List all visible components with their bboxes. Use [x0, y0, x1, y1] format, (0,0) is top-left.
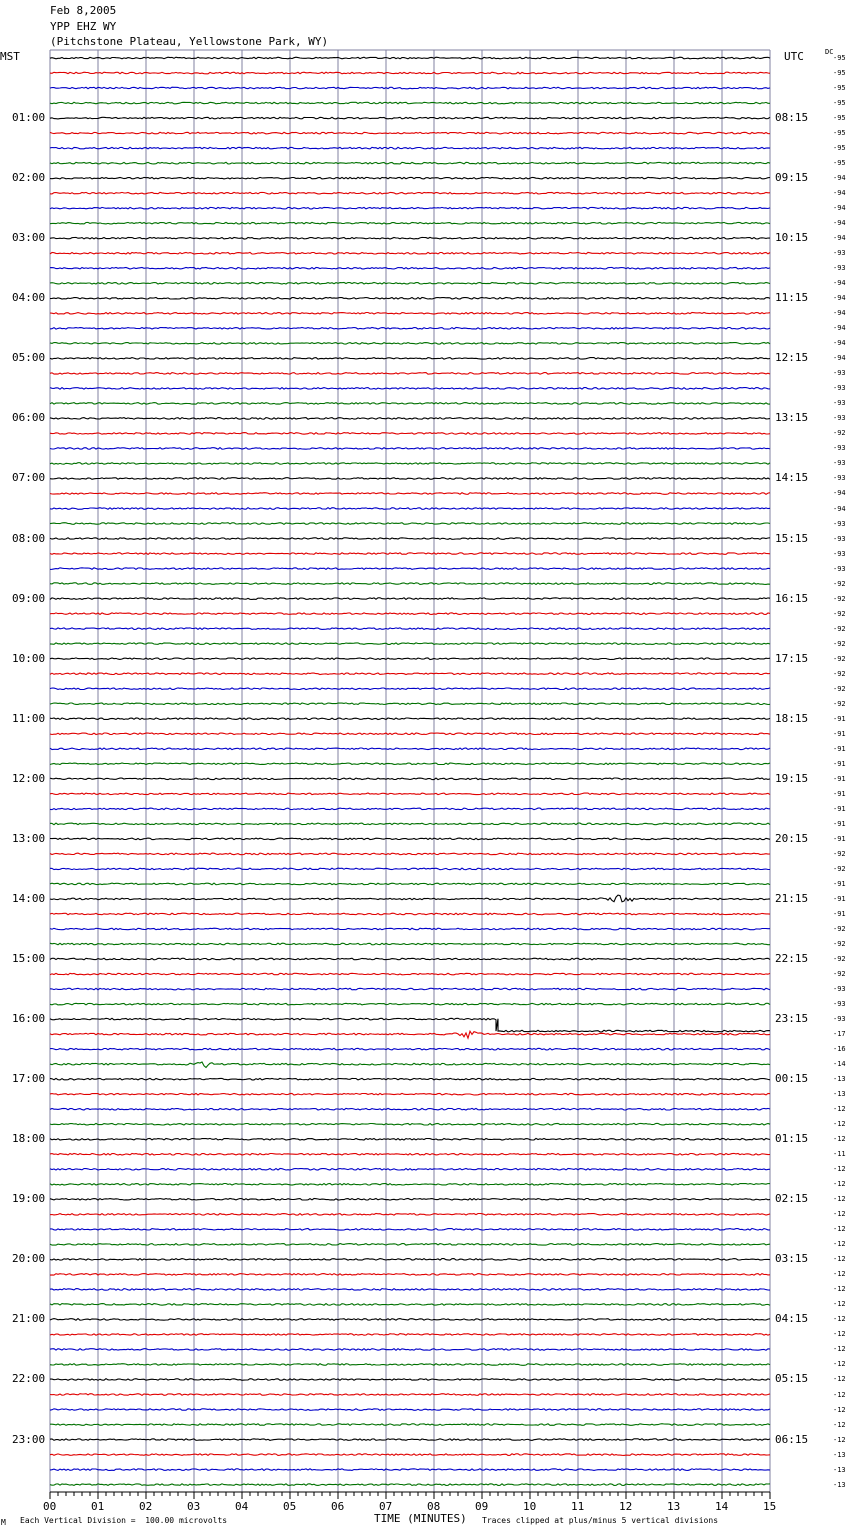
mst-hour-label: 04:00 [12, 291, 46, 305]
mst-hour-label: 03:00 [12, 231, 46, 245]
dc-offset-label: -95 [833, 99, 846, 108]
trace-line [50, 343, 770, 345]
dc-offset-label: -92 [833, 429, 846, 438]
dc-offset-label: -94 [833, 324, 846, 333]
dc-offset-label: -91 [833, 759, 846, 768]
trace-line [50, 1484, 770, 1486]
mst-hour-label: 12:00 [12, 771, 46, 785]
trace-line [50, 87, 770, 89]
mst-hour-label: 21:00 [12, 1312, 46, 1326]
trace-line [50, 583, 770, 585]
dc-offset-label: -12 [833, 1195, 846, 1204]
dc-offset-label: -12 [833, 1105, 846, 1114]
dc-offset-label: -91 [833, 819, 846, 828]
dc-offset-label: -12 [833, 1375, 846, 1384]
utc-hour-label: 09:15 [775, 171, 809, 185]
dc-offset-label: -94 [833, 234, 846, 243]
trace-line [50, 553, 770, 555]
dc-offset-label: -91 [833, 744, 846, 753]
dc-offset-label: -92 [833, 849, 846, 858]
trace-line [50, 358, 770, 360]
dc-offset-label: -93 [833, 985, 846, 994]
trace-line [50, 1031, 770, 1038]
trace-line [50, 508, 770, 510]
dc-offset-label: -12 [833, 1210, 846, 1219]
dc-offset-label: -95 [833, 159, 846, 168]
trace-line [50, 1108, 770, 1110]
x-tick-label: 07 [379, 1500, 393, 1513]
dc-offset-label: -94 [833, 219, 846, 228]
dc-offset-label: -93 [833, 474, 846, 483]
dc-offset-label: -92 [833, 940, 846, 948]
trace-line [50, 1454, 770, 1456]
trace-line [50, 373, 770, 375]
dc-offset-label: -12 [833, 1255, 846, 1264]
dc-offset-label: -12 [833, 1435, 846, 1444]
trace-line [50, 658, 770, 660]
trace-line [50, 1078, 770, 1080]
dc-offset-label: -91 [833, 729, 846, 738]
dc-offset-label: -95 [833, 114, 846, 123]
trace-line [50, 1093, 770, 1095]
clip-note: Traces clipped at plus/minus 5 vertical divisions [482, 1516, 719, 1525]
dc-offset-label: -14 [833, 1060, 846, 1069]
dc-offset-label: -95 [833, 144, 846, 153]
dc-offset-label: -91 [833, 774, 846, 783]
dc-offset-label: -92 [833, 654, 846, 663]
trace-line [50, 207, 770, 209]
trace-line [50, 973, 770, 975]
dc-offset-label: -12 [833, 1360, 846, 1369]
dc-offset-label: -12 [833, 1270, 846, 1279]
mst-hour-label: 13:00 [12, 831, 46, 845]
trace-line [50, 117, 770, 119]
utc-hour-label: 18:15 [775, 711, 809, 725]
mst-hour-label: 18:00 [12, 1132, 46, 1146]
dc-offset-label: -93 [833, 384, 846, 393]
dc-offset-label: -93 [833, 264, 846, 273]
dc-offset-label: -93 [833, 369, 846, 378]
dc-offset-label: -92 [833, 970, 846, 979]
trace-line [50, 1018, 770, 1032]
utc-hour-label: 19:15 [775, 771, 809, 785]
mst-hour-label: 06:00 [12, 411, 46, 425]
trace-line [50, 643, 770, 645]
trace-line [50, 673, 770, 675]
dc-offset-label: -91 [833, 909, 846, 918]
trace-line [50, 883, 770, 885]
dc-offset-label: -93 [833, 444, 846, 453]
dc-offset-label: -95 [833, 69, 846, 78]
trace-line [50, 162, 770, 164]
trace-line [50, 1304, 770, 1306]
x-tick-label: 09 [475, 1500, 489, 1513]
trace-line [50, 478, 770, 480]
trace-line [50, 895, 770, 902]
trace-line [50, 1048, 770, 1050]
trace-line [50, 1364, 770, 1366]
mst-hour-label: 14:00 [12, 891, 46, 905]
dc-offset-label: -12 [833, 1240, 846, 1249]
x-tick-label: 00 [43, 1500, 57, 1513]
dc-offset-label: -91 [833, 804, 846, 813]
trace-line [50, 57, 770, 59]
utc-hour-label: 14:15 [775, 471, 809, 485]
trace-line [50, 222, 770, 224]
x-tick-label: 14 [715, 1500, 729, 1513]
dc-offset-label: -92 [833, 684, 846, 693]
dc-offset-label: -13 [833, 1465, 846, 1474]
trace-line [50, 778, 770, 780]
x-tick-label: 02 [139, 1500, 153, 1513]
mst-hour-label: 02:00 [12, 171, 46, 185]
dc-offset-label: -12 [833, 1390, 846, 1399]
trace-line [50, 1439, 770, 1441]
dc-offset-label: -91 [833, 834, 846, 843]
dc-offset-label: -11 [833, 1150, 846, 1159]
dc-offset-label: -12 [833, 1405, 846, 1414]
utc-hour-label: 04:15 [775, 1312, 809, 1326]
dc-axis-title: DC [825, 48, 834, 56]
mst-hour-label: 11:00 [12, 711, 46, 725]
mst-hour-label: 20:00 [12, 1252, 46, 1266]
trace-line [50, 1153, 770, 1155]
dc-offset-label: -93 [833, 549, 846, 558]
trace-line [50, 598, 770, 600]
trace-line [50, 493, 770, 495]
trace-line [50, 1349, 770, 1351]
dc-offset-label: -92 [833, 639, 846, 648]
dc-offset-label: -92 [833, 624, 846, 633]
dc-offset-label: -12 [833, 1300, 846, 1309]
trace-line [50, 418, 770, 420]
trace-line [50, 1003, 770, 1005]
trace-line [50, 763, 770, 765]
scale-note: Each Vertical Division = 100.00 microvolts [20, 1516, 228, 1525]
dc-offset-label: -92 [833, 955, 846, 964]
utc-hour-label: 05:15 [775, 1372, 809, 1386]
trace-line [50, 538, 770, 540]
trace-line [50, 403, 770, 405]
x-axis-title: TIME (MINUTES) [374, 1512, 467, 1525]
x-tick-label: 05 [283, 1500, 297, 1513]
utc-axis-title: UTC [784, 50, 804, 63]
dc-offset-label: -13 [833, 1450, 846, 1459]
utc-hour-label: 13:15 [775, 411, 809, 425]
trace-line [50, 703, 770, 705]
dc-offset-label: -12 [833, 1180, 846, 1189]
dc-offset-label: -94 [833, 279, 846, 288]
dc-offset-label: -94 [833, 489, 846, 498]
utc-hour-label: 08:15 [775, 111, 809, 125]
utc-hour-label: 22:15 [775, 952, 809, 966]
utc-hour-label: 16:15 [775, 591, 809, 605]
trace-line [50, 1199, 770, 1201]
dc-offset-label: -12 [833, 1330, 846, 1339]
dc-offset-label: -12 [833, 1165, 846, 1174]
dc-offset-label: -94 [833, 339, 846, 348]
trace-line [50, 1394, 770, 1396]
mst-axis-title: MST [0, 50, 20, 63]
x-tick-label: 04 [235, 1500, 249, 1513]
dc-offset-label: -93 [833, 459, 846, 468]
trace-line [50, 733, 770, 735]
trace-line [50, 808, 770, 810]
trace-line [50, 1244, 770, 1246]
dc-offset-label: -92 [833, 924, 846, 933]
dc-offset-label: -94 [833, 189, 846, 198]
dc-offset-label: -16 [833, 1045, 846, 1054]
x-tick-label: 15 [763, 1500, 777, 1513]
utc-hour-label: 02:15 [775, 1192, 809, 1206]
trace-line [50, 1274, 770, 1276]
dc-offset-label: -12 [833, 1345, 846, 1354]
mst-hour-label: 05:00 [12, 351, 46, 365]
dc-offset-label: -92 [833, 594, 846, 603]
dc-offset-label: -92 [833, 699, 846, 708]
mst-hour-label: 07:00 [12, 471, 46, 485]
dc-offset-label: -93 [833, 519, 846, 528]
trace-line [50, 943, 770, 945]
trace-line [50, 1259, 770, 1261]
dc-offset-label: -95 [833, 84, 846, 93]
trace-line [50, 793, 770, 795]
dc-offset-label: -94 [833, 204, 846, 213]
x-tick-label: 06 [331, 1500, 345, 1513]
trace-line [50, 283, 770, 285]
dc-offset-label: -12 [833, 1315, 846, 1324]
mst-hour-label: 23:00 [12, 1432, 46, 1446]
trace-line [50, 1469, 770, 1471]
dc-offset-label: -91 [833, 879, 846, 888]
dc-offset-label: -12 [833, 1135, 846, 1144]
utc-hour-label: 06:15 [775, 1432, 809, 1446]
trace-line [50, 988, 770, 990]
utc-hour-label: 03:15 [775, 1252, 809, 1266]
trace-line [50, 1214, 770, 1216]
trace-line [50, 748, 770, 750]
trace-line [50, 388, 770, 390]
dc-offset-label: -92 [833, 579, 846, 588]
station-code: YPP EHZ WY [50, 20, 117, 33]
utc-hour-label: 20:15 [775, 831, 809, 845]
trace-line [50, 177, 770, 179]
trace-line [50, 1409, 770, 1411]
dc-offset-label: -17 [833, 1030, 846, 1039]
mst-hour-label: 16:00 [12, 1012, 46, 1026]
mst-hour-label: 10:00 [12, 651, 46, 665]
trace-line [50, 1123, 770, 1125]
trace-line [50, 613, 770, 615]
utc-hour-label: 23:15 [775, 1012, 809, 1026]
dc-offset-label: -94 [833, 174, 846, 183]
dc-offset-label: -94 [833, 294, 846, 303]
dc-offset-label: -91 [833, 894, 846, 903]
dc-offset-label: -93 [833, 534, 846, 543]
trace-line [50, 1229, 770, 1231]
dc-offset-label: -94 [833, 309, 846, 318]
dc-offset-label: -12 [833, 1120, 846, 1129]
trace-line [50, 463, 770, 465]
trace-line [50, 313, 770, 315]
dc-offset-label: -13 [833, 1480, 846, 1489]
trace-line [50, 523, 770, 525]
trace-line [50, 838, 770, 840]
dc-offset-label: -93 [833, 564, 846, 573]
dc-offset-label: -92 [833, 669, 846, 678]
trace-line [50, 1289, 770, 1291]
dc-offset-label: -93 [833, 1015, 846, 1024]
mst-hour-label: 09:00 [12, 591, 46, 605]
trace-line [50, 267, 770, 269]
trace-line [50, 628, 770, 630]
x-tick-label: 12 [619, 1500, 633, 1513]
dc-offset-label: -12 [833, 1225, 846, 1234]
trace-line [50, 72, 770, 74]
trace-line [50, 448, 770, 450]
trace-line [50, 1169, 770, 1171]
trace-line [50, 1424, 770, 1426]
dc-offset-label: -95 [833, 129, 846, 138]
corner-mark: M [1, 1518, 6, 1527]
dc-offset-label: -12 [833, 1420, 846, 1429]
trace-line [50, 928, 770, 930]
trace-line [50, 132, 770, 134]
trace-line [50, 823, 770, 825]
trace-line [50, 237, 770, 239]
x-tick-label: 10 [523, 1500, 537, 1513]
dc-offset-label: -12 [833, 1285, 846, 1294]
x-tick-label: 13 [667, 1500, 681, 1513]
x-tick-label: 11 [571, 1500, 585, 1513]
dc-offset-label: -93 [833, 249, 846, 258]
dc-offset-label: -94 [833, 504, 846, 513]
trace-line [50, 718, 770, 720]
trace-line [50, 1062, 770, 1068]
trace-line [50, 102, 770, 104]
dc-offset-label: -95 [833, 54, 846, 62]
utc-hour-label: 12:15 [775, 351, 809, 365]
utc-hour-label: 10:15 [775, 231, 809, 245]
mst-hour-label: 08:00 [12, 531, 46, 545]
dc-offset-label: -91 [833, 789, 846, 798]
dc-offset-label: -92 [833, 864, 846, 873]
plot-date: Feb 8,2005 [50, 4, 117, 17]
utc-hour-label: 00:15 [775, 1072, 809, 1086]
x-tick-label: 01 [91, 1500, 105, 1513]
trace-line [50, 868, 770, 870]
station-location: (Pitchstone Plateau, Yellowstone Park, WY) [50, 35, 329, 48]
trace-line [50, 568, 770, 570]
utc-hour-label: 01:15 [775, 1132, 809, 1146]
dc-offset-label: -93 [833, 399, 846, 408]
utc-hour-label: 21:15 [775, 891, 809, 905]
trace-line [50, 1319, 770, 1321]
trace-line [50, 252, 770, 254]
trace-line [50, 1184, 770, 1186]
trace-line [50, 958, 770, 960]
dc-offset-label: -93 [833, 1000, 846, 1009]
trace-line [50, 1334, 770, 1336]
dc-offset-label: -13 [833, 1090, 846, 1099]
dc-offset-label: -92 [833, 609, 846, 618]
trace-line [50, 328, 770, 330]
trace-line [50, 853, 770, 855]
utc-hour-label: 15:15 [775, 531, 809, 545]
trace-line [50, 147, 770, 149]
trace-line [50, 433, 770, 435]
utc-hour-label: 11:15 [775, 291, 809, 305]
trace-line [50, 192, 770, 194]
trace-line [50, 913, 770, 915]
trace-line [50, 688, 770, 690]
dc-offset-label: -91 [833, 714, 846, 723]
mst-hour-label: 22:00 [12, 1372, 46, 1386]
trace-line [50, 1379, 770, 1381]
utc-hour-label: 17:15 [775, 651, 809, 665]
dc-offset-label: -13 [833, 1075, 846, 1084]
mst-hour-label: 19:00 [12, 1192, 46, 1206]
mst-hour-label: 17:00 [12, 1072, 46, 1086]
trace-line [50, 1138, 770, 1140]
mst-hour-label: 15:00 [12, 952, 46, 966]
x-tick-label: 03 [187, 1500, 201, 1513]
x-tick-label: 08 [427, 1500, 441, 1513]
dc-offset-label: -93 [833, 414, 846, 423]
trace-line [50, 298, 770, 300]
mst-hour-label: 01:00 [12, 111, 46, 125]
dc-offset-label: -94 [833, 354, 846, 363]
